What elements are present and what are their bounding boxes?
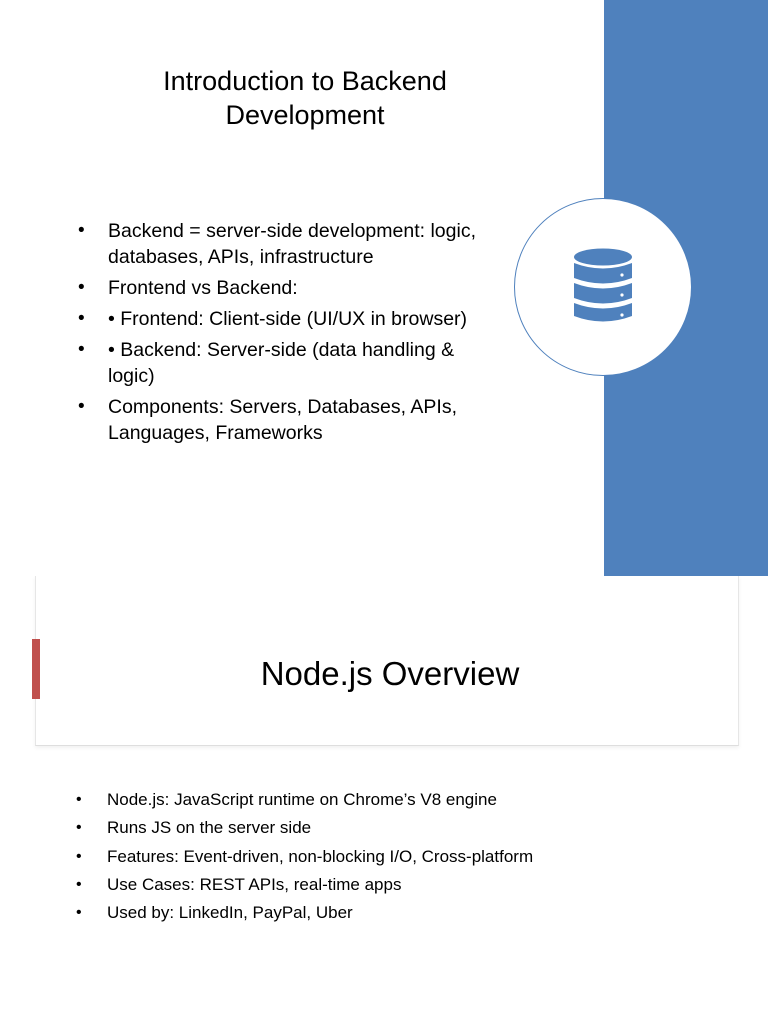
list-item [78, 337, 488, 389]
bullet-text: Used by: LinkedIn, PayPal, Uber [107, 903, 353, 923]
bullet-marker: • [76, 791, 82, 808]
bullet-marker: • [78, 339, 85, 360]
bullet-text: Runs JS on the server side [107, 818, 312, 838]
bullet-text: Backend = server-side development: logic, databases, APIs, infrastructure [108, 220, 476, 268]
bullet-text: Frontend vs Backend: [108, 277, 298, 299]
bullet-marker: • [78, 220, 85, 241]
bullet-list [76, 789, 716, 930]
database-icon [572, 247, 634, 327]
list-item [78, 306, 488, 332]
bullet-text: Use Cases: REST APIs, real-time apps [107, 874, 402, 894]
bullet-text: • Frontend: Client-side (UI/UX in browser) [108, 308, 468, 330]
bullet-text: Components: Servers, Databases, APIs, Languages, Frameworks [108, 396, 458, 444]
bullet-marker: • [78, 308, 85, 329]
bullet-text: • Backend: Server-side (data handling & logic) [108, 339, 455, 387]
list-item [76, 817, 716, 839]
list-item [76, 789, 716, 811]
slide-title: Introduction to Backend Development [163, 66, 447, 130]
bullet-marker: • [78, 277, 85, 298]
bullet-text: Features: Event-driven, non-blocking I/O, Cross-platform [107, 846, 534, 866]
bullet-marker: • [76, 904, 82, 922]
icon-badge [514, 198, 692, 376]
bullet-list [78, 218, 488, 451]
bullet-marker: • [78, 396, 85, 417]
list-item [76, 846, 716, 868]
bullet-marker: • [76, 819, 82, 837]
slide-title: Node.js Overview [260, 655, 520, 692]
list-item [76, 902, 716, 924]
bullet-marker: • [76, 875, 82, 893]
list-item [78, 218, 488, 270]
accent-bar [32, 639, 40, 699]
list-item [78, 275, 488, 301]
bullet-marker: • [76, 847, 82, 865]
slide-nodejs-overview [0, 576, 768, 1024]
bullet-text: Node.js: JavaScript runtime on Chrome’s V8 engine [107, 790, 497, 809]
list-item [78, 394, 488, 446]
list-item [76, 874, 716, 896]
